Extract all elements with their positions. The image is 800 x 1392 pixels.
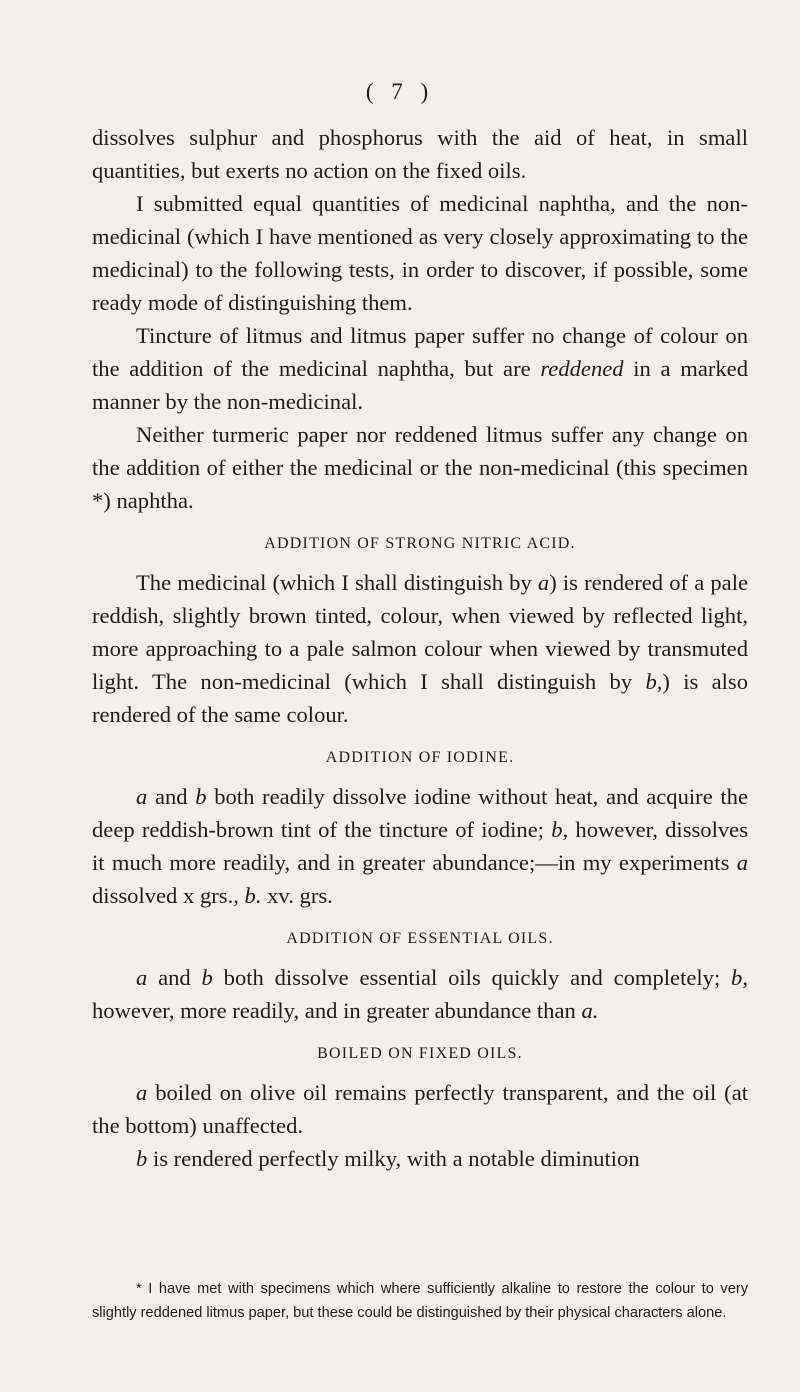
paragraph: Tincture of litmus and litmus paper suffer no change of colour on the addition of the medicinal naphtha, but are reddened in a marked manner by the non-medicinal. (92, 323, 749, 414)
paragraph: a and b both dissolve essential oils quickly and completely; b, however, more readily, and in greater abundance than a. (92, 965, 748, 1023)
footnote-text: * I have met with specimens which where sufficiently alkaline to restore the colour to very slightly reddened litmus paper, but these could be distinguished by their physical characters alone. (92, 1281, 748, 1321)
paragraph: The medicinal (which I shall distinguish by a) is rendered of a pale reddish, slightly brown tinted, colour, when viewed by reflected light, more approaching to a pale salmon colour when viewed by transmuted light. The non-medicinal (which I shall distinguish by b,) is also rendered of the same colour. (92, 570, 748, 727)
section-heading-essential-oils: ADDITION OF ESSENTIAL OILS. (286, 930, 554, 947)
paragraph: I submitted equal quantities of medicinal naphtha, and the non-medicinal (which I have mentioned as very closely approximating to the medicinal) to the following tests, in order to discover, if possible, some ready mode of distinguishing them. (92, 191, 748, 315)
page-body (92, 121, 748, 1175)
section-heading-nitric-acid: ADDITION OF STRONG NITRIC ACID. (264, 535, 576, 552)
section-heading-iodine: ADDITION OF IODINE. (325, 749, 515, 766)
footnote (92, 1277, 748, 1325)
paragraph: b is rendered perfectly milky, with a notable diminution (136, 1146, 640, 1171)
paragraph: Neither turmeric paper nor reddened litmus suffer any change on the addition of either the medicinal or the non-medicinal (this specimen *) naphtha. (92, 422, 748, 513)
paragraph: a boiled on olive oil remains perfectly transparent, and the oil (at the bottom) unaffected. (92, 1080, 748, 1138)
italic-word: reddened (540, 356, 624, 381)
section-heading-fixed-oils: BOILED ON FIXED OILS. (317, 1045, 523, 1062)
page-number: ( 7 ) (365, 79, 435, 104)
paragraph: dissolves sulphur and phosphorus with the aid of heat, in small quantities, but exerts no action on the fixed oils. (92, 125, 748, 183)
paragraph: a and b both readily dissolve iodine without heat, and acquire the deep reddish-brown tint of the tincture of iodine; b, however, dissolves it much more readily, and in greater abundance;—in my experiments a dissolved x grs., b. xv. grs. (92, 784, 748, 908)
